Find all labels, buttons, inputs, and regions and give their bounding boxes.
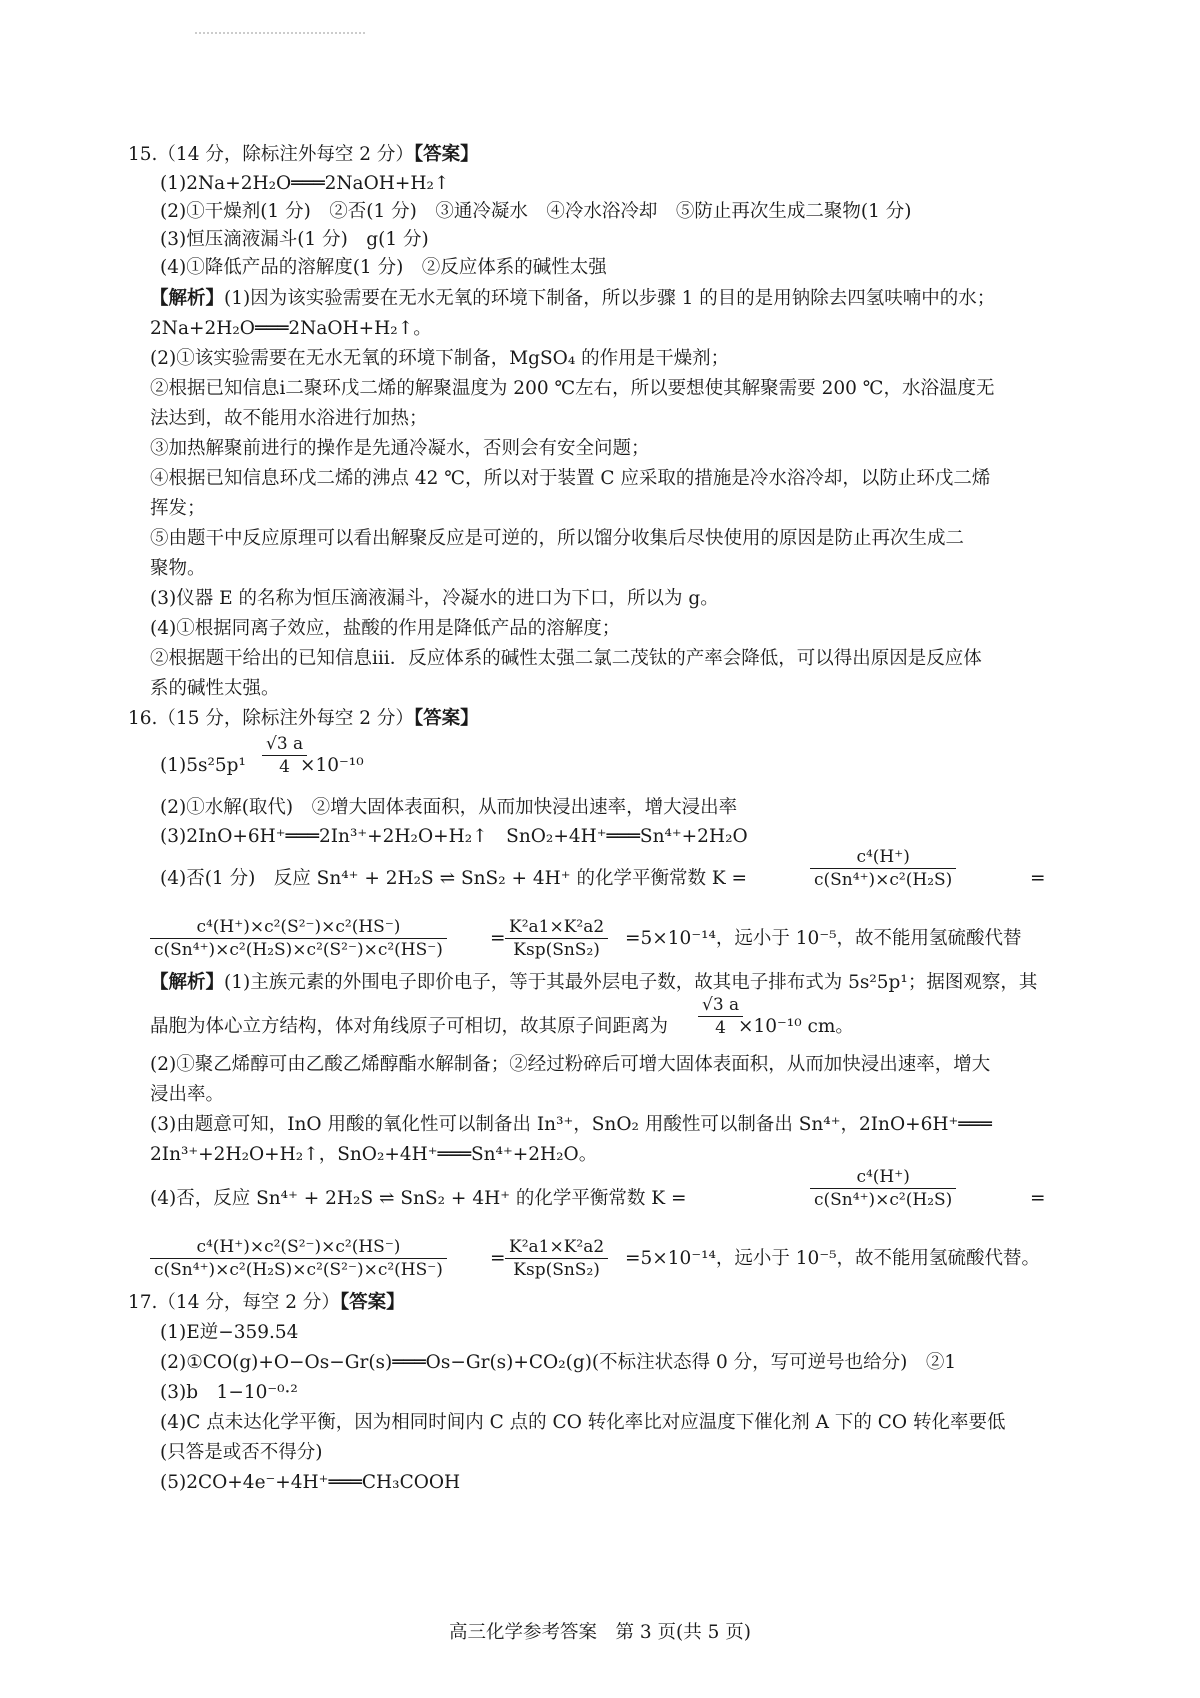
q16-header: 16.（15 分，除标注外每空 2 分）【答案】 bbox=[128, 708, 479, 729]
q15-analysis-1: 【解析】(1)因为该实验需要在无水无氧的环境下制备，所以步骤 1 的目的是用钠除去四氢呋喃中的水； bbox=[150, 288, 996, 309]
q17-answer-1: (1)E逆−359.54 bbox=[160, 1322, 299, 1343]
q17-answer-2: (2)①CO(g)+O−Os−Gr(s)═══Os−Gr(s)+CO₂(g)(不标注状态得 0 分，写可逆号也给分) ②1 bbox=[160, 1352, 957, 1373]
q16-analysis-1b-tail: ×10⁻¹⁰ cm。 bbox=[738, 1016, 854, 1037]
q15-analysis-3b: 法达到，故不能用水浴进行加热； bbox=[150, 408, 428, 429]
q15-analysis-6: ⑤由题干中反应原理可以看出解聚反应是可逆的，所以馏分收集后尽快使用的原因是防止再次生成二 bbox=[150, 528, 965, 549]
q16-answer-2: (2)①水解(取代) ②增大固体表面积，从而加快浸出速率，增大浸出率 bbox=[160, 797, 738, 818]
q16-analysis-1b: 晶胞为体心立方结构，体对角线原子可相切，故其原子间距离为 bbox=[150, 1016, 669, 1037]
q17-answer-4: (4)C 点未达化学平衡，因为相同时间内 C 点的 CO 转化率比对应温度下催化剂 A 下的 CO 转化率要低 bbox=[160, 1412, 1006, 1433]
q15-header: 15.（14 分，除标注外每空 2 分）【答案】 bbox=[128, 144, 479, 165]
q16-analysis-equals-2: = bbox=[490, 1248, 506, 1269]
q16-analysis-fraction: $\frac{√3 a}{4}$ bbox=[698, 994, 743, 1039]
q16-analysis-ka-fraction: K²a1×K²a2 Ksp(SnS₂) bbox=[505, 1236, 608, 1281]
q15-analysis-6b: 聚物。 bbox=[150, 558, 206, 579]
q15-analysis-5b: 挥发； bbox=[150, 498, 206, 519]
q15-analysis-2: (2)①该实验需要在无水无氧的环境下制备，MgSO₄ 的作用是干燥剂； bbox=[150, 348, 730, 369]
q16-analysis-3: (3)由题意可知，InO 用酸的氧化性可以制备出 In³⁺，SnO₂ 用酸性可以制备出 Sn⁴⁺，2InO+6H⁺═══ bbox=[150, 1114, 992, 1135]
q16-answer-3: (3)2InO+6H⁺═══2In³⁺+2H₂O+H₂↑ SnO₂+4H⁺═══Sn⁴⁺+2H₂O bbox=[160, 826, 748, 847]
q15-analysis-5: ④根据已知信息环戊二烯的沸点 42 ℃，所以对于装置 C 应采取的措施是冷水浴冷却，以防止环戊二烯 bbox=[150, 468, 991, 489]
q15-answer-4: (4)①降低产品的溶解度(1 分) ②反应体系的碱性太强 bbox=[160, 257, 607, 278]
q15-answer-2: (2)①干燥剂(1 分) ②否(1 分) ③通冷凝水 ④冷水浴冷却 ⑤防止再次生成二聚物(1 分) bbox=[160, 201, 912, 222]
q16-analysis-2b: 浸出率。 bbox=[150, 1084, 225, 1105]
q16-analysis-3b: 2In³⁺+2H₂O+H₂↑，SnO₂+4H⁺═══Sn⁴⁺+2H₂O。 bbox=[150, 1144, 598, 1165]
q17-answer-3: (3)b 1−10⁻⁰·² bbox=[160, 1382, 298, 1403]
q16-big-fraction: $\frac{\text{c⁴(H⁺)×c²(S²⁻)×c²(HS⁻)}}{\text{c(Sn⁴⁺)×c²(H₂S)×c²(S²⁻)×c²(HS⁻)}}$ bbox=[150, 916, 447, 961]
q16-k-fraction: $\frac{\text{c⁴(H⁺)}}{\text{c(Sn⁴⁺)×c²(H₂S)}}$ bbox=[810, 846, 956, 891]
q16-equals-2: = bbox=[490, 928, 506, 949]
q15-analysis-9: ②根据题干给出的已知信息ⅲ．反应体系的碱性太强二氯二茂钛的产率会降低，可以得出原因是反应体 bbox=[150, 648, 982, 669]
q16-answer-1-tail: ×10⁻¹⁰ bbox=[300, 755, 364, 776]
q15-answer-1: (1)2Na+2H₂O═══2NaOH+H₂↑ bbox=[160, 173, 450, 194]
q16-analysis-1: 【解析】(1)主族元素的外围电子即价电子，等于其最外层电子数，故其电子排布式为 5s²5p¹；据图观察，其 bbox=[150, 972, 1038, 993]
q16-ka-fraction: K²a1×K²a2 Ksp(SnS₂) bbox=[505, 916, 608, 961]
q16-analysis-4-tail: =5×10⁻¹⁴，远小于 10⁻⁵，故不能用氢硫酸代替。 bbox=[625, 1248, 1041, 1269]
q17-header: 17.（14 分，每空 2 分）【答案】 bbox=[128, 1292, 405, 1313]
q16-answer-4: (4)否(1 分) 反应 Sn⁴⁺ + 2H₂S ⇌ SnS₂ + 4H⁺ 的化学平衡常数 K = bbox=[160, 868, 748, 889]
q15-analysis-8: (4)①根据同离子效应，盐酸的作用是降低产品的溶解度； bbox=[150, 618, 621, 639]
page-footer: 高三化学参考答案 第 3 页(共 5 页) bbox=[449, 1622, 751, 1643]
scan-artifact bbox=[195, 32, 365, 34]
q15-analysis-7: (3)仪器 E 的名称为恒压滴液漏斗，冷凝水的进口为下口，所以为 g。 bbox=[150, 588, 719, 609]
q16-analysis-equals: = bbox=[1030, 1188, 1046, 1209]
q16-distance-fraction: $\frac{√3 a}{4}$ bbox=[262, 733, 307, 778]
q16-analysis-4: (4)否，反应 Sn⁴⁺ + 2H₂S ⇌ SnS₂ + 4H⁺ 的化学平衡常数 K = bbox=[150, 1188, 687, 1209]
q15-answer-3: (3)恒压滴液漏斗(1 分) g(1 分) bbox=[160, 229, 429, 250]
q16-answer-4-tail: =5×10⁻¹⁴，远小于 10⁻⁵，故不能用氢硫酸代替 bbox=[625, 928, 1022, 949]
q16-analysis-2: (2)①聚乙烯醇可由乙酸乙烯醇酯水解制备；②经过粉碎后可增大固体表面积，从而加快浸出速率，增大 bbox=[150, 1054, 991, 1075]
q16-analysis-big-fraction: $\frac{\text{c⁴(H⁺)×c²(S²⁻)×c²(HS⁻)}}{\text{c(Sn⁴⁺)×c²(H₂S)×c²(S²⁻)×c²(HS⁻)}}$ bbox=[150, 1236, 447, 1281]
q15-analysis-1b: 2Na+2H₂O═══2NaOH+H₂↑。 bbox=[150, 318, 432, 339]
q16-answer-1: (1)5s²5p¹ bbox=[160, 755, 246, 776]
q16-equals: = bbox=[1030, 868, 1046, 889]
q17-answer-4b: (只答是或否不得分) bbox=[160, 1442, 323, 1463]
q15-analysis-9b: 系的碱性太强。 bbox=[150, 678, 280, 699]
q15-analysis-3: ②根据已知信息ⅰ二聚环戊二烯的解聚温度为 200 ℃左右，所以要想使其解聚需要 200 ℃，水浴温度无 bbox=[150, 378, 995, 399]
q17-answer-5: (5)2CO+4e⁻+4H⁺═══CH₃COOH bbox=[160, 1472, 461, 1493]
q15-analysis-4: ③加热解聚前进行的操作是先通冷凝水，否则会有安全问题； bbox=[150, 438, 650, 459]
q16-analysis-k-fraction: $\frac{\text{c⁴(H⁺)}}{\text{c(Sn⁴⁺)×c²(H₂S)}}$ bbox=[810, 1166, 956, 1211]
